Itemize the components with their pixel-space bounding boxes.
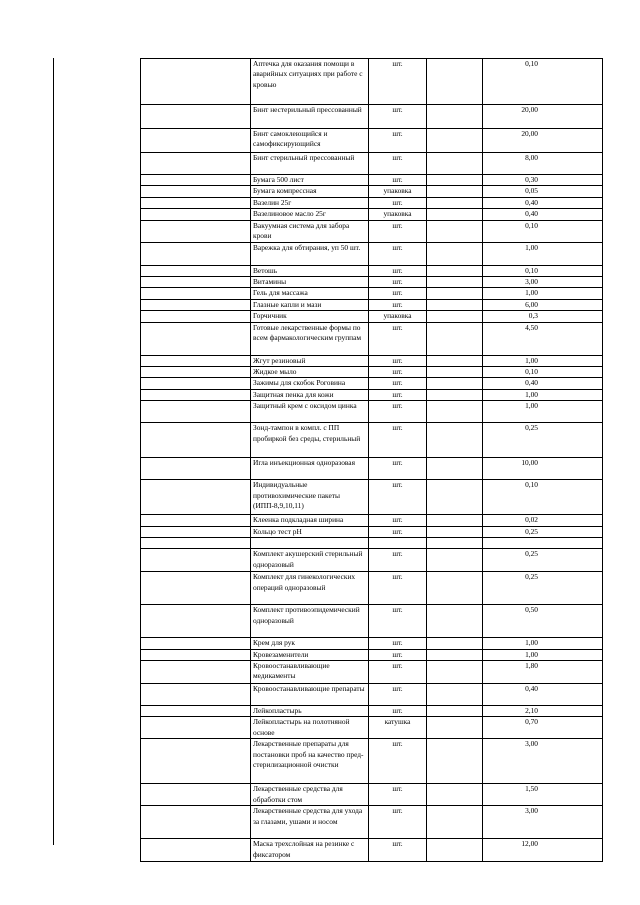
unit-cell: шт. xyxy=(369,153,427,175)
row-empty-cell xyxy=(427,683,483,705)
quantity-cell: 1,00 xyxy=(483,649,603,660)
quantity-cell: 3,00 xyxy=(483,739,603,784)
unit-cell: шт. xyxy=(369,458,427,480)
row-empty-cell xyxy=(141,739,251,784)
table-row xyxy=(141,299,603,310)
quantity-cell: 1,50 xyxy=(483,784,603,806)
item-name-cell: Крем для рук xyxy=(251,638,369,649)
row-empty-cell xyxy=(427,299,483,310)
table-row xyxy=(141,378,603,389)
unit-cell: шт. xyxy=(369,220,427,242)
table-row xyxy=(141,367,603,378)
unit-cell: шт. xyxy=(369,549,427,572)
quantity-cell: 20,00 xyxy=(483,105,603,129)
item-name-cell xyxy=(251,538,369,549)
row-empty-cell xyxy=(427,242,483,265)
quantity-cell: 0,10 xyxy=(483,367,603,378)
row-empty-cell xyxy=(427,839,483,862)
quantity-cell: 0,70 xyxy=(483,717,603,739)
item-name-cell: Горчичник xyxy=(251,311,369,322)
unit-cell: шт. xyxy=(369,480,427,515)
item-name-cell: Комплект для гинекологических операций одноразовый xyxy=(251,572,369,605)
row-empty-cell xyxy=(427,784,483,806)
quantity-cell: 3,00 xyxy=(483,806,603,839)
row-empty-cell xyxy=(141,839,251,862)
quantity-cell: 0,40 xyxy=(483,209,603,220)
table-row xyxy=(141,355,603,366)
unit-cell: шт. xyxy=(369,423,427,458)
quantity-cell: 1,00 xyxy=(483,401,603,423)
row-empty-cell xyxy=(141,355,251,366)
row-empty-cell xyxy=(141,311,251,322)
table-row xyxy=(141,480,603,515)
row-empty-cell xyxy=(141,322,251,355)
item-name-cell: Защитный крем с оксидом цинка xyxy=(251,401,369,423)
row-empty-cell xyxy=(427,288,483,299)
table-row xyxy=(141,242,603,265)
quantity-cell: 1,00 xyxy=(483,288,603,299)
table-row xyxy=(141,322,603,355)
quantity-cell: 0,10 xyxy=(483,59,603,105)
item-name-cell: Кровоостанавливающие препараты xyxy=(251,683,369,705)
row-empty-cell xyxy=(427,705,483,716)
unit-cell: шт. xyxy=(369,322,427,355)
row-empty-cell xyxy=(141,265,251,276)
table-row xyxy=(141,806,603,839)
unit-cell: шт. xyxy=(369,105,427,129)
row-empty-cell xyxy=(141,784,251,806)
row-empty-cell xyxy=(427,605,483,638)
row-empty-cell xyxy=(141,401,251,423)
quantity-cell: 0,25 xyxy=(483,423,603,458)
row-empty-cell xyxy=(141,153,251,175)
row-empty-cell xyxy=(427,480,483,515)
row-empty-cell xyxy=(427,538,483,549)
quantity-cell: 0,05 xyxy=(483,186,603,197)
table-row xyxy=(141,175,603,186)
item-name-cell: Готовые лекарственные формы по всем фармакологическим группам xyxy=(251,322,369,355)
unit-cell: шт. xyxy=(369,288,427,299)
row-empty-cell xyxy=(141,186,251,197)
item-name-cell: Гель для массажа xyxy=(251,288,369,299)
row-empty-cell xyxy=(427,572,483,605)
quantity-cell: 1,00 xyxy=(483,638,603,649)
row-empty-cell xyxy=(141,277,251,288)
row-empty-cell xyxy=(141,538,251,549)
table-row xyxy=(141,515,603,526)
quantity-cell: 8,00 xyxy=(483,153,603,175)
row-empty-cell xyxy=(427,197,483,208)
unit-cell: шт. xyxy=(369,242,427,265)
row-empty-cell xyxy=(141,59,251,105)
quantity-cell: 0,25 xyxy=(483,549,603,572)
unit-cell: шт. xyxy=(369,683,427,705)
unit-cell: шт. xyxy=(369,197,427,208)
row-empty-cell xyxy=(141,717,251,739)
table-row xyxy=(141,526,603,537)
row-empty-cell xyxy=(141,389,251,400)
item-name-cell: Бинт самоклеющийся и самофиксирующийся xyxy=(251,129,369,153)
quantity-cell: 6,00 xyxy=(483,299,603,310)
quantity-cell xyxy=(483,538,603,549)
row-empty-cell xyxy=(141,705,251,716)
row-empty-cell xyxy=(427,322,483,355)
row-empty-cell xyxy=(427,717,483,739)
quantity-cell: 0,40 xyxy=(483,197,603,208)
unit-cell: катушка xyxy=(369,717,427,739)
row-empty-cell xyxy=(141,423,251,458)
item-name-cell: Витамины xyxy=(251,277,369,288)
quantity-cell: 3,00 xyxy=(483,277,603,288)
item-name-cell: Лейкопластырь на полотняной основе xyxy=(251,717,369,739)
row-empty-cell xyxy=(427,549,483,572)
table-row xyxy=(141,705,603,716)
row-empty-cell xyxy=(427,311,483,322)
item-name-cell: Кровезаменители xyxy=(251,649,369,660)
row-empty-cell xyxy=(427,378,483,389)
row-empty-cell xyxy=(427,175,483,186)
quantity-cell: 0,30 xyxy=(483,175,603,186)
unit-cell: шт. xyxy=(369,389,427,400)
item-name-cell: Защитная пенка для кожи xyxy=(251,389,369,400)
row-empty-cell xyxy=(141,299,251,310)
table-row xyxy=(141,153,603,175)
quantity-cell: 0,50 xyxy=(483,605,603,638)
item-name-cell: Зонд-тампон в компл. с ПП пробиркой без среды, стерильный xyxy=(251,423,369,458)
unit-cell: шт. xyxy=(369,277,427,288)
unit-cell: шт. xyxy=(369,605,427,638)
unit-cell: шт. xyxy=(369,705,427,716)
table-row xyxy=(141,209,603,220)
table-row xyxy=(141,288,603,299)
quantity-cell: 10,00 xyxy=(483,458,603,480)
unit-cell: шт. xyxy=(369,839,427,862)
item-name-cell: Варежка для обтирания, уп 50 шт. xyxy=(251,242,369,265)
table-row xyxy=(141,129,603,153)
row-empty-cell xyxy=(427,153,483,175)
quantity-cell: 1,00 xyxy=(483,389,603,400)
supplies-table xyxy=(140,58,603,862)
unit-cell: шт. xyxy=(369,660,427,683)
quantity-cell: 0,10 xyxy=(483,480,603,515)
unit-cell: шт. xyxy=(369,378,427,389)
row-empty-cell xyxy=(427,265,483,276)
row-empty-cell xyxy=(427,105,483,129)
row-empty-cell xyxy=(141,129,251,153)
table-row xyxy=(141,59,603,105)
unit-cell: шт. xyxy=(369,59,427,105)
unit-cell: шт. xyxy=(369,649,427,660)
table-row xyxy=(141,717,603,739)
unit-cell: шт. xyxy=(369,515,427,526)
quantity-cell: 12,00 xyxy=(483,839,603,862)
row-empty-cell xyxy=(427,660,483,683)
table-row xyxy=(141,683,603,705)
unit-cell: шт. xyxy=(369,175,427,186)
unit-cell: шт. xyxy=(369,572,427,605)
item-name-cell: Кровоостанавливающие медикаменты xyxy=(251,660,369,683)
table-row xyxy=(141,220,603,242)
quantity-cell: 0,02 xyxy=(483,515,603,526)
item-name-cell: Игла инъекционная одноразовая xyxy=(251,458,369,480)
item-name-cell: Жидкое мыло xyxy=(251,367,369,378)
row-empty-cell xyxy=(427,638,483,649)
unit-cell: шт. xyxy=(369,355,427,366)
table-row xyxy=(141,277,603,288)
row-empty-cell xyxy=(141,526,251,537)
table-row xyxy=(141,638,603,649)
row-empty-cell xyxy=(427,401,483,423)
table-row xyxy=(141,458,603,480)
row-empty-cell xyxy=(427,739,483,784)
row-empty-cell xyxy=(427,186,483,197)
item-name-cell: Зажимы для скобок Роговина xyxy=(251,378,369,389)
item-name-cell: Вакуумная система для забора крови xyxy=(251,220,369,242)
row-empty-cell xyxy=(427,526,483,537)
item-name-cell: Лекарственные средства для ухода за глазами, ушами и носом xyxy=(251,806,369,839)
table-row xyxy=(141,389,603,400)
row-empty-cell xyxy=(427,129,483,153)
row-empty-cell xyxy=(427,458,483,480)
quantity-cell: 1,80 xyxy=(483,660,603,683)
item-name-cell: Аптечка для оказания помощи в аварийных ситуациях при работе с кровью xyxy=(251,59,369,105)
table-row xyxy=(141,572,603,605)
item-name-cell: Бинт стерильный прессованный xyxy=(251,153,369,175)
unit-cell: шт. xyxy=(369,299,427,310)
row-empty-cell xyxy=(141,549,251,572)
table-row xyxy=(141,186,603,197)
quantity-cell: 1,00 xyxy=(483,242,603,265)
row-empty-cell xyxy=(141,649,251,660)
row-empty-cell xyxy=(427,355,483,366)
unit-cell xyxy=(369,538,427,549)
row-empty-cell xyxy=(141,220,251,242)
item-name-cell: Бумага 500 лист xyxy=(251,175,369,186)
row-empty-cell xyxy=(141,660,251,683)
table-row xyxy=(141,105,603,129)
quantity-cell: 2,10 xyxy=(483,705,603,716)
unit-cell: шт. xyxy=(369,638,427,649)
unit-cell: шт. xyxy=(369,739,427,784)
item-name-cell: Индивидуальные противохимические пакеты (ИПП-8,9,10,11) xyxy=(251,480,369,515)
quantity-cell: 20,00 xyxy=(483,129,603,153)
quantity-cell: 0,25 xyxy=(483,526,603,537)
quantity-cell: 1,00 xyxy=(483,355,603,366)
item-name-cell: Вазелин 25г xyxy=(251,197,369,208)
row-empty-cell xyxy=(427,649,483,660)
row-empty-cell xyxy=(141,378,251,389)
row-empty-cell xyxy=(141,458,251,480)
unit-cell: шт. xyxy=(369,526,427,537)
item-name-cell: Глазные капли и мази xyxy=(251,299,369,310)
quantity-cell: 0,40 xyxy=(483,683,603,705)
unit-cell: упаковка xyxy=(369,186,427,197)
table-row xyxy=(141,605,603,638)
table-row xyxy=(141,649,603,660)
left-margin-rule xyxy=(53,58,54,845)
item-name-cell: Лейкопластырь xyxy=(251,705,369,716)
item-name-cell: Маска трехслойная на резинке с фиксатором xyxy=(251,839,369,862)
item-name-cell: Жгут резиновый xyxy=(251,355,369,366)
table-row xyxy=(141,549,603,572)
row-empty-cell xyxy=(141,175,251,186)
row-empty-cell xyxy=(427,220,483,242)
quantity-cell: 0,10 xyxy=(483,220,603,242)
row-empty-cell xyxy=(141,480,251,515)
unit-cell: шт. xyxy=(369,401,427,423)
row-empty-cell xyxy=(141,209,251,220)
unit-cell: упаковка xyxy=(369,209,427,220)
item-name-cell: Бинт нестерильный прессованный xyxy=(251,105,369,129)
unit-cell: упаковка xyxy=(369,311,427,322)
row-empty-cell xyxy=(427,59,483,105)
row-empty-cell xyxy=(427,277,483,288)
item-name-cell: Комплект акушерский стерильный одноразовый xyxy=(251,549,369,572)
row-empty-cell xyxy=(427,806,483,839)
table-row xyxy=(141,265,603,276)
item-name-cell: Вазелиновое масло 25г xyxy=(251,209,369,220)
unit-cell: шт. xyxy=(369,806,427,839)
quantity-cell: 0,40 xyxy=(483,378,603,389)
row-empty-cell xyxy=(141,288,251,299)
table-row xyxy=(141,739,603,784)
item-name-cell: Клеенка подкладная ширина xyxy=(251,515,369,526)
row-empty-cell xyxy=(141,572,251,605)
table-row xyxy=(141,311,603,322)
unit-cell: шт. xyxy=(369,784,427,806)
item-name-cell: Комплект противоэпидемический одноразовый xyxy=(251,605,369,638)
supplies-table-body xyxy=(141,59,603,862)
row-empty-cell xyxy=(141,806,251,839)
row-empty-cell xyxy=(141,638,251,649)
unit-cell: шт. xyxy=(369,367,427,378)
row-empty-cell xyxy=(141,605,251,638)
item-name-cell: Лекарственные препараты для постановки проб на качество пред-стерилизационной очистки xyxy=(251,739,369,784)
table-row xyxy=(141,197,603,208)
item-name-cell: Бумага компрессная xyxy=(251,186,369,197)
item-name-cell: Кольцо тест рН xyxy=(251,526,369,537)
unit-cell: шт. xyxy=(369,265,427,276)
row-empty-cell xyxy=(427,389,483,400)
item-name-cell: Лекарственные средства для обработки стом xyxy=(251,784,369,806)
row-empty-cell xyxy=(427,515,483,526)
row-empty-cell xyxy=(427,423,483,458)
table-row xyxy=(141,423,603,458)
table-row xyxy=(141,839,603,862)
table-row xyxy=(141,401,603,423)
row-empty-cell xyxy=(427,367,483,378)
row-empty-cell xyxy=(141,105,251,129)
row-empty-cell xyxy=(427,209,483,220)
row-empty-cell xyxy=(141,683,251,705)
quantity-cell: 4,50 xyxy=(483,322,603,355)
quantity-cell: 0,3 xyxy=(483,311,603,322)
quantity-cell: 0,10 xyxy=(483,265,603,276)
quantity-cell: 0,25 xyxy=(483,572,603,605)
table-row xyxy=(141,784,603,806)
unit-cell: шт. xyxy=(369,129,427,153)
row-empty-cell xyxy=(141,197,251,208)
row-empty-cell xyxy=(141,242,251,265)
row-empty-cell xyxy=(141,515,251,526)
item-name-cell: Ветошь xyxy=(251,265,369,276)
row-empty-cell xyxy=(141,367,251,378)
table-row xyxy=(141,660,603,683)
table-row xyxy=(141,538,603,549)
